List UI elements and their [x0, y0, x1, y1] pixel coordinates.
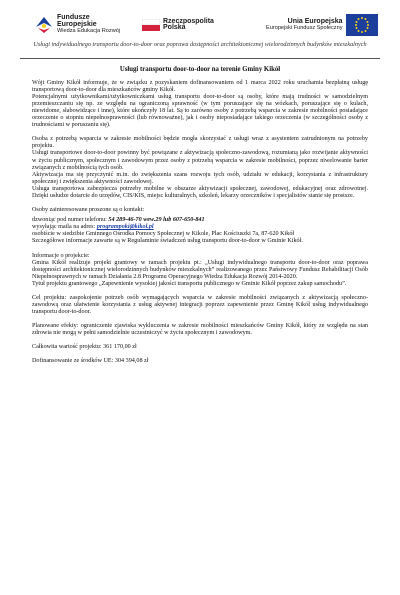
contact-email — [32, 224, 368, 231]
logo-bar — [0, 12, 400, 38]
project-goal: Cel projektu: zaspokojenie potrzeb osób wymagających wsparcia w zakresie mobilności związanych z aktywizacją społeczno-zawodową oraz ułatwienie korzystania z usług aktywnej integracji poprzez zapewnienie przez Gminę Kikół usług indywidualnego transportu door-to-door. — [32, 294, 368, 315]
unia-europejska-logo — [266, 12, 378, 38]
paragraph-intro: Wójt Gminy Kikół informuje, że w związku z pozyskaniem dofinansowaniem od 1 marca 2022 roku uruchamia bezpłatną usługę transportową door-to-door dla mieszkańców gminy Kikół. — [32, 80, 368, 94]
logo1-line2: Europejskie — [57, 20, 97, 28]
polish-flag-icon — [142, 19, 160, 31]
logo3-line2: Europejski Fundusz Społeczny — [266, 25, 343, 31]
logo2-line2: Polska — [163, 24, 186, 31]
document-body — [32, 66, 368, 365]
logo1-line3: Wiedza Edukacja Rozwój — [57, 28, 121, 35]
fundusze-europejskie-logo — [34, 12, 120, 38]
page-title: Usługi transportu door-to-door na terenie Gminy Kikół — [119, 66, 281, 73]
project-eu-funding: Dofinansowanie ze środków UE: 304 394,08 zł — [32, 358, 149, 365]
logo3-line1: Unia Europejska — [287, 17, 343, 25]
eu-flag-icon — [346, 14, 378, 36]
fe-star-icon — [34, 15, 54, 35]
project-info-text: Gmina Kikół realizuje projekt grantowy w ramach projektu pt.: „Usługi indywidualnego transportu door-to-door oraz poprawa dostępności architektonicznej wielorodzinnych budynków mieszkalnych” realizowanego przez Państwowy Fundusz Rehabilitacji Osób Niepełnosprawnych w ramach Działania 2.8 Programu Operacyjnego Wiedza Edukacja Rozwój 2014-2020. — [32, 259, 368, 280]
email-label: wysyłając maila na adres: — [32, 224, 96, 231]
paragraph-goals: Aktywizacja ma się przyczynić m.in. do zwiększenia szans rozwoju tych osób, udziału w edukacji, korzystania z infrastruktury społecznej i zwiększenia aktywności zawodowej. — [32, 171, 368, 185]
contact-intro: Osoby zainteresowane proszone są o kontakt: — [32, 206, 145, 213]
email-link[interactable]: programpoki@kikol.pl — [96, 224, 154, 231]
paragraph-service: Usługa transportowa zabezpiecza potrzeby mobilne w obszarze aktywizacji społecznej, zawodowej, edukacyjnej oraz zdrowotnej. Dzięki usłudze dotarcie do urzędów, CIS/KIS, miejsc kulturalnych, szkoleń, lekarzy orzeczników i specjalistów stanie się prostsze. — [32, 185, 368, 199]
project-grant-title: Tytuł projektu grantowego „Zapewnienie wysokiej jakości transportu publicznego w Gminie Kikół poprzez zakup samochodu”. — [32, 280, 347, 287]
paragraph-assistant: Osoba z potrzebą wsparcia w zakresie mobilności będzie mogła skorzystać z usługi wraz z asystentem zatrudnionym na potrzeby projektu. — [32, 136, 368, 150]
project-total-value: Całkowita wartość projektu: 361 170,00 zł — [32, 344, 137, 350]
contact-phone — [32, 217, 368, 224]
rules-note: Szczegółowe informacje zawarte są w Regulaminie świadczeń usług transportu door-to-door w Gminie Kikół. — [32, 238, 303, 245]
paragraph-activation: Usługi transportowe door-to-door powinny być powiązane z aktywizacją społeczno-zawodową, rozumianą jako rozwijanie aktywności w życiu publicznym, społecznym i zawodowym przez osoby z potrzebą wsparcia w zakresie mobilności, poprzez niwelowanie barier związanych z mobilnością tych osób. — [32, 150, 368, 171]
project-effects: Planowane efekty: ograniczenie zjawiska wykluczenia w zakresie mobilności mieszkańców Gminy Kikół, który ze względu na stan zdrowia nie mogą w pełni samodzielnie uczestniczyć w życiu społecznym i zawodowym. — [32, 322, 368, 336]
logo2-line1: Rzeczpospolita — [163, 17, 214, 25]
project-subtitle: Usługi indywidualnego transportu door-to-door oraz poprawa dostępności architektonicznej wielorodzinnych budynków mieszkalnych — [33, 41, 367, 48]
logo1-line1: Fundusze — [57, 14, 90, 22]
header-divider — [20, 58, 380, 59]
phone-label: dzwoniąc pod numer telefonu: — [32, 217, 107, 224]
rzeczpospolita-polska-logo — [142, 12, 214, 38]
phone-number[interactable]: 54 289-46-70 wew.29 lub 607-650-841 — [108, 217, 205, 224]
contact-address: osobiście w siedzibie Gminnego Ośrodka Pomocy Społecznej w Kikole, Plac Kościuszki 7a, 87-620 Kikół — [32, 231, 295, 238]
project-info-heading: Informacje o projekcie: — [32, 252, 90, 259]
paragraph-users: Potencjalnymi użytkownikami/użytkowniczkami usług transportu door-to-door są osoby, które mają trudności w samodzielnym przemieszczaniu się np. ze względu na ograniczoną sprawność (w tym poruszające się na wózkach, poruszające się o kulach, niewidome, słabowidzące i inne), które ukończyły 18 lat. Są to zarówno osoby z potrzebą wsparcia w zakresie mobilności posiadające orzeczenie o stopniu niepełnosprawności (lub równoważne), jak i osoby nieposiadające takiego orzeczenia (w szczególności osoby z trudnościami w poruszaniu się). — [32, 94, 368, 129]
